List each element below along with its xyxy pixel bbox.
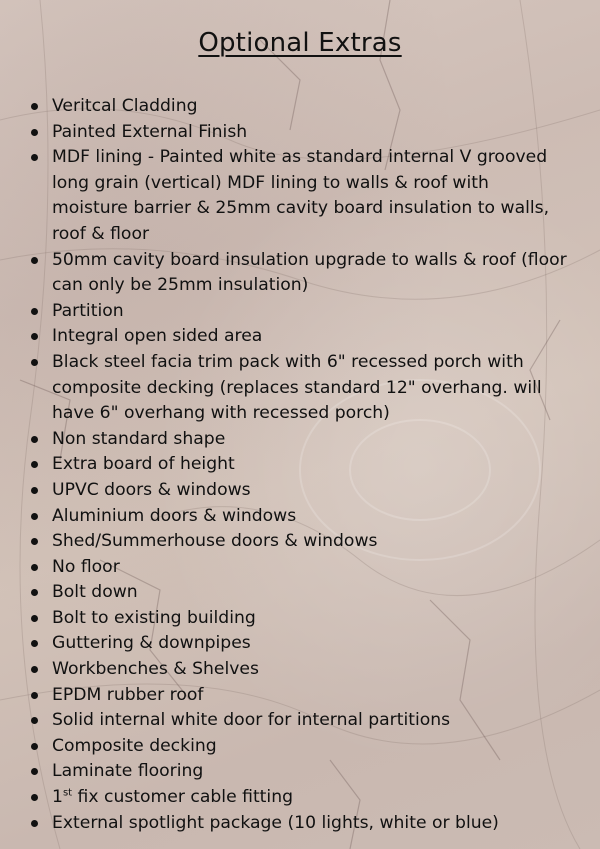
bullet-icon bbox=[31, 692, 38, 699]
list-item: Integral open sided area bbox=[30, 324, 570, 350]
bullet-icon bbox=[31, 794, 38, 801]
bullet-icon bbox=[31, 743, 38, 750]
list-item: Extra board of height bbox=[30, 452, 570, 478]
list-item: MDF lining - Painted white as standard internal V grooved long grain (vertical) MDF lining to walls & roof with moisture barrier & 25mm cavity board insulation to walls, roof & floor bbox=[30, 145, 570, 247]
bullet-icon bbox=[31, 461, 38, 468]
bullet-icon bbox=[31, 257, 38, 264]
bullet-icon bbox=[31, 103, 38, 110]
bullet-icon bbox=[31, 768, 38, 775]
list-item: Veritcal Cladding bbox=[30, 94, 570, 120]
list-item: Bolt down bbox=[30, 580, 570, 606]
list-item: UPVC doors & windows bbox=[30, 478, 570, 504]
bullet-icon bbox=[31, 308, 38, 315]
bullet-icon bbox=[31, 154, 38, 161]
bullet-icon bbox=[31, 436, 38, 443]
list-item: Solid internal white door for internal partitions bbox=[30, 708, 570, 734]
bullet-icon bbox=[31, 820, 38, 827]
list-item-first-fix: 1st fix customer cable fitting bbox=[30, 785, 570, 811]
list-item: Composite decking bbox=[30, 734, 570, 760]
bullet-icon bbox=[31, 359, 38, 366]
bullet-icon bbox=[31, 333, 38, 340]
list-item: 50mm cavity board insulation upgrade to walls & roof (floor can only be 25mm insulation) bbox=[30, 248, 570, 299]
list-item: No floor bbox=[30, 555, 570, 581]
bullet-icon bbox=[31, 717, 38, 724]
list-item: Workbenches & Shelves bbox=[30, 657, 570, 683]
first-fix-number: 1 bbox=[52, 787, 63, 808]
bullet-icon bbox=[31, 487, 38, 494]
bullet-icon bbox=[31, 615, 38, 622]
list-item: Laminate flooring bbox=[30, 759, 570, 785]
bullet-icon bbox=[31, 129, 38, 136]
list-item: Shed/Summerhouse doors & windows bbox=[30, 529, 570, 555]
list-item: Guttering & downpipes bbox=[30, 631, 570, 657]
bullet-icon bbox=[31, 564, 38, 571]
page-title: Optional Extras bbox=[198, 28, 402, 58]
bullet-icon bbox=[31, 538, 38, 545]
first-fix-suffix: st bbox=[62, 787, 73, 799]
list-item: Partition bbox=[30, 299, 570, 325]
list-item: External spotlight package (10 lights, white or blue) bbox=[30, 811, 570, 837]
bullet-icon bbox=[31, 589, 38, 596]
list-item: Non standard shape bbox=[30, 427, 570, 453]
bullet-icon bbox=[31, 513, 38, 520]
list-item: Aluminium doors & windows bbox=[30, 504, 570, 530]
bullet-icon bbox=[31, 640, 38, 647]
list-item: Bolt to existing building bbox=[30, 606, 570, 632]
list-item: EPDM rubber roof bbox=[30, 683, 570, 709]
bullet-icon bbox=[31, 666, 38, 673]
list-item: Painted External Finish bbox=[30, 120, 570, 146]
list-item: Black steel facia trim pack with 6" recessed porch with composite decking (replaces standard 12" overhang. will have 6" overhang with recessed porch) bbox=[30, 350, 570, 427]
extras-list bbox=[0, 94, 600, 836]
